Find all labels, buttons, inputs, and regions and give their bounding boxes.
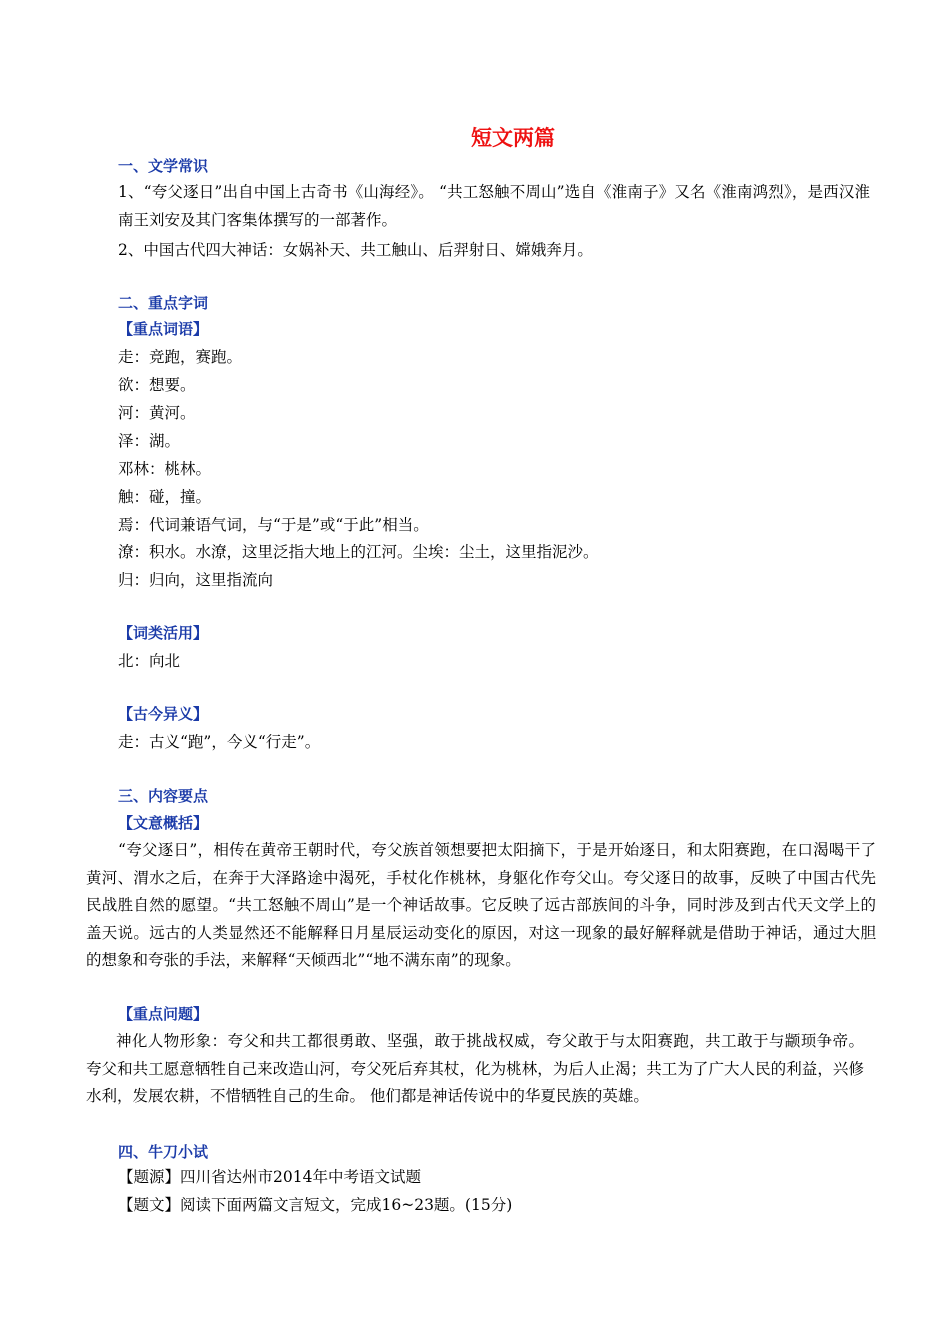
- subheading-summary: 【文意概括】: [118, 814, 209, 832]
- word-item: 走：竞跑，赛跑。: [118, 348, 243, 366]
- word-item: 焉：代词兼语气词，与“于是”或“于此”相当。: [118, 516, 429, 534]
- word-item: 河：黄河。: [118, 404, 196, 422]
- word-item: 归：归向，这里指流向: [118, 571, 274, 589]
- word-item: 欲：想要。: [118, 376, 196, 394]
- word-item: 邓林：桃林。: [118, 460, 212, 478]
- section-heading-literature: 一、文学常识: [118, 157, 209, 175]
- literature-paragraph-1: 1、“夸父逐日”出自中国上古奇书《山海经》。 “共工怒触不周山”选自《淮南子》又名《淮南鸿烈》，是西汉淮南王刘安及其门客集体撰写的一部著作。: [118, 183, 870, 229]
- section-heading-key-words: 二、重点字词: [118, 294, 209, 312]
- question-source: 【题源】四川省达州市2014年中考语文试题: [118, 1168, 421, 1186]
- question-text: 【题文】阅读下面两篇文言短文，完成16~23题。(15分): [118, 1196, 513, 1214]
- word-item: 泽：湖。: [118, 432, 181, 450]
- part-of-speech-item: 北：向北: [118, 652, 181, 670]
- section-heading-practice: 四、牛刀小试: [118, 1143, 209, 1161]
- summary-paragraph: “夸父逐日”，相传在黄帝王朝时代，夸父族首领想要把太阳摘下，于是开始逐日，和太阳赛跑，在口渴喝干了黄河、渭水之后，在奔于大泽路途中渴死，手杖化作桃林，身躯化作夸父山。夸父逐日的故事，反映了中国古代先民战胜自然的愿望。“共工怒触不周山”是一个神话故事。它反映了远古部族间的斗争，同时涉及到古代天文学上的盖天说。远古的人类显然还不能解释日月星辰运动变化的原因，对这一现象的最好解释就是借助于神话，通过大胆的想象和夸张的手法，来解释“天倾西北”“地不满东南”的现象。: [86, 841, 876, 969]
- subheading-key-questions: 【重点问题】: [118, 1005, 209, 1023]
- key-questions-paragraph: 神化人物形象：夸父和共工都很勇敢、坚强，敢于挑战权威，夸父敢于与太阳赛跑，共工敢于与颛顼争帝。 夸父和共工愿意牺牲自己来改造山河，夸父死后弃其杖，化为桃林，为后人止渴；共工为了广大人民的利益，兴修水利，发展农耕，不惜牺牲自己的生命。 他们都是神话传说中的华夏民族的英雄。: [86, 1032, 864, 1105]
- subheading-key-words: 【重点词语】: [118, 320, 209, 338]
- word-item: 触：碰，撞。: [118, 488, 212, 506]
- word-item: 潦：积水。水潦，这里泛指大地上的江河。尘埃：尘土，这里指泥沙。: [118, 543, 599, 561]
- document-title: 短文两篇: [471, 126, 555, 150]
- ancient-modern-item: 走：古义“跑”，今义“行走”。: [118, 733, 321, 751]
- literature-paragraph-2: 2、中国古代四大神话：女娲补天、共工触山、后羿射日、嫦娥奔月。: [118, 241, 593, 259]
- subheading-ancient-modern-meaning: 【古今异义】: [118, 705, 209, 723]
- section-heading-content: 三、内容要点: [118, 787, 209, 805]
- subheading-part-of-speech: 【词类活用】: [118, 624, 209, 642]
